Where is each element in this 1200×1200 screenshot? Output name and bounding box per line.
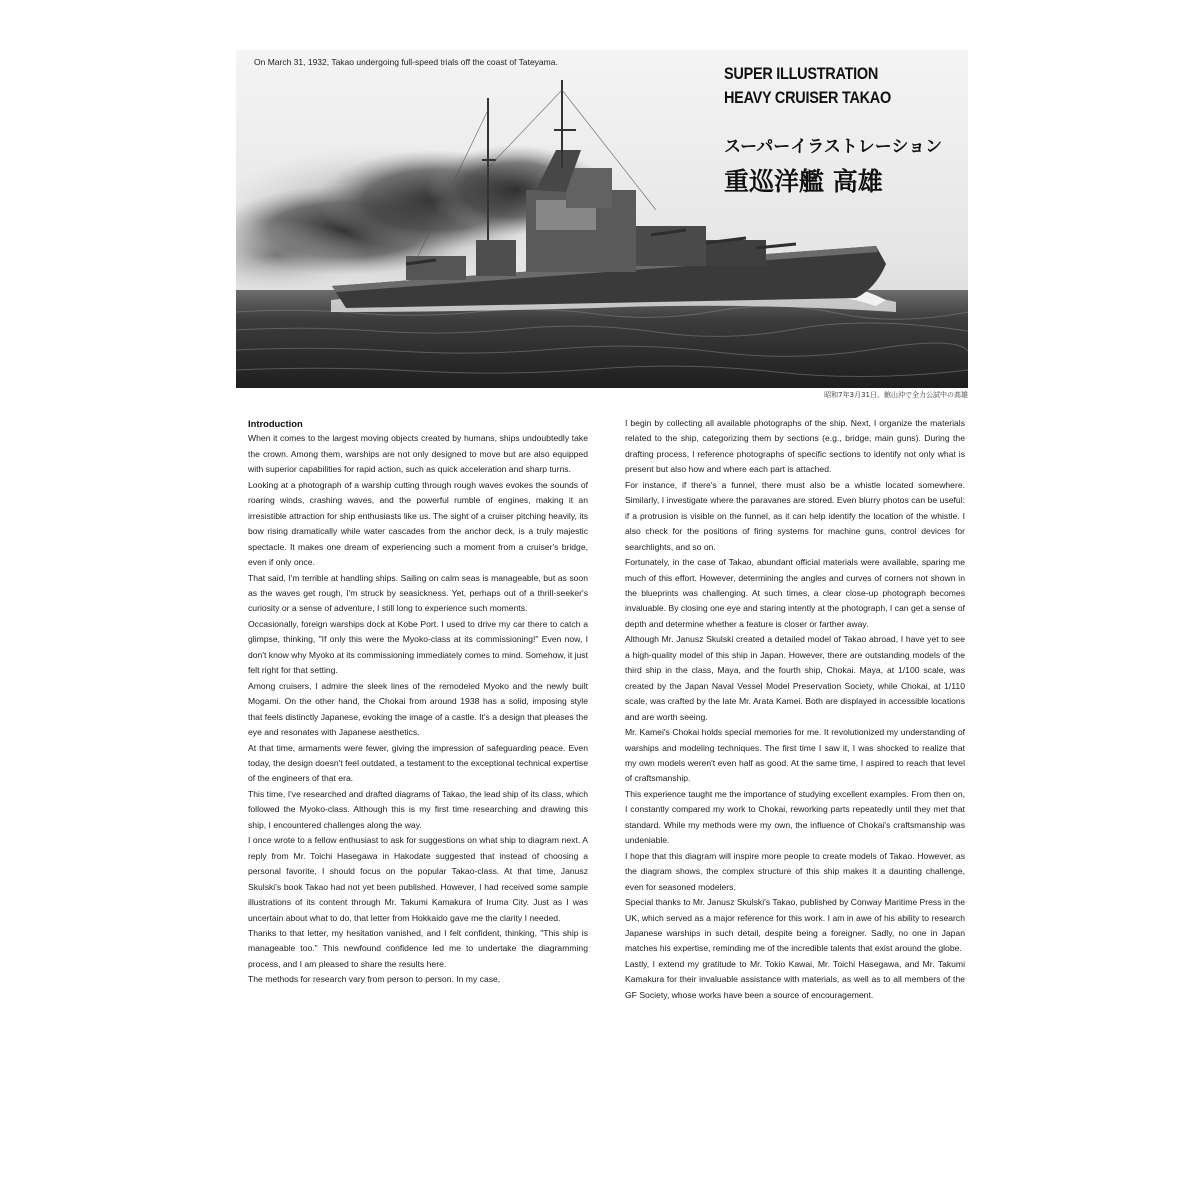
paragraph: Special thanks to Mr. Janusz Skulski's Takao, published by Conway Maritime Press in the UK, which served as a major reference for this work. I am in awe of his ability to research Japanese warships in such detail, despite being a foreigner. Sadly, no one in Japan matches his expertise, reminding me of the incredible talents that exist around the globe.: [625, 897, 965, 954]
title-jp-katakana: スーパーイラストレーション: [724, 137, 943, 157]
title-block: [724, 62, 943, 196]
title-jp-kanji: 重巡洋艦 高雄: [724, 167, 883, 196]
paragraph: Mr. Kamei's Chokai holds special memories for me. It revolutionized my understanding of warships and modeling techniques. The first time I saw it, I was shocked to realize that my own models weren't even half as good. At the same time, I aspired to reach that level of craftsmanship.: [625, 727, 965, 784]
paragraph: Lastly, I extend my gratitude to Mr. Tokio Kawai, Mr. Toichi Hasegawa, and Mr. Takumi Kamakura for their invaluable assistance with materials, as well as to all members of the GF Society, whose works have been a source of encouragement.: [625, 958, 965, 1000]
paragraph: That said, I'm terrible at handling ships. Sailing on calm seas is manageable, but as soon as the waves get rough, I'm struck by seasickness. Yet, perhaps out of a thrill-seeker's curiosity or a sense of adventure, I still long to experience such moments.: [248, 572, 588, 614]
paragraph: At that time, armaments were fewer, giving the impression of safeguarding peace. Even today, the design doesn't feel outdated, a testament to the exceptional technical expertise of the engineers of that era.: [248, 742, 588, 784]
paragraph: I begin by collecting all available photographs of the ship. Next, I organize the materials related to the ship, categorizing them by sections (e.g., bridge, main guns). During the drafting process, I reference photographs of specific sections to identify not only what is present but also how and where each part is attached.: [625, 418, 965, 475]
photo-caption: On March 31, 1932, Takao undergoing full-speed trials off the coast of Tateyama.: [254, 57, 558, 67]
title-line-1: SUPER ILLUSTRATION: [724, 64, 879, 83]
paragraph: Among cruisers, I admire the sleek lines of the remodeled Myoko and the newly built Mogami. On the other hand, the Chokai from around 1938 has a solid, imposing style that feels distinctly Japanese, evoking the image of a castle. It's a design that pleases the eye and resonates with Japanese aesthetics.: [248, 680, 588, 738]
paragraph: When it comes to the largest moving objects created by humans, ships undoubtedly take the crown. Among them, warships are not only designed to move but are also equipped with superior capabilities for rapid action, such as quick acceleration and sharp turns.: [248, 433, 588, 475]
photo-caption-japanese: 昭和7年3月31日、館山沖で全力公試中の高雄: [824, 391, 968, 399]
paragraph: Fortunately, in the case of Takao, abundant official materials were available, sparing me much of this effort. However, determining the angles and curves of corners not shown in the blueprints was challenging. At such times, a clear close-up photograph becomes invaluable. By closing one eye and staring intently at the photograph, I can get a sense of depth and determine whether a feature is closer or farther away.: [625, 557, 965, 629]
paragraph: Thanks to that letter, my hesitation vanished, and I felt confident, thinking, "This ship is manageable too." This newfound confidence led me to undertake the diagramming process, and I am pleased to share the results here.: [248, 927, 588, 969]
paragraph: Although Mr. Janusz Skulski created a detailed model of Takao abroad, I have yet to see a high-quality model of this ship in Japan. However, there are outstanding models of the third ship in the class, Maya, and the fourth ship, Chokai. Maya, at 1/100 scale, was created by the Japan Naval Vessel Model Preservation Society, while Chokai, at 1/110 scale, was crafted by the late Mr. Arata Kamei. Both are displayed in accessible locations and are worth seeing.: [625, 634, 965, 722]
section-heading: Introduction: [248, 418, 303, 429]
paragraph: I once wrote to a fellow enthusiast to ask for suggestions on what ship to diagram next. A reply from Mr. Toichi Hasegawa in Hakodate suggested that instead of choosing a personal favorite, I should focus on the popular Takao-class. At that time, Janusz Skulski's book Takao had not yet been published. However, I had received some sample illustrations of its content through Mr. Takumi Kamakura of Iruma City. Just as I was uncertain about what to do, that letter from Hokkaido gave me the clarity I needed.: [248, 835, 588, 923]
article-column-left: [248, 416, 588, 1176]
paragraph: The methods for research vary from person to person. In my case,: [248, 974, 501, 985]
article-column-right: [625, 416, 965, 1176]
paragraph: Occasionally, foreign warships dock at Kobe Port. I used to drive my car there to catch a glimpse, thinking, "If only this were the Myoko-class at its commissioning!" Even now, I don't know why Myoko at its commissioning immediately comes to mind. Somehow, it just felt right for that setting.: [248, 618, 588, 676]
paragraph: This experience taught me the importance of studying excellent examples. From then on, I constantly compared my work to Chokai, reworking parts repeatedly until they met that standard. While my methods were my own, the influence of Chokai's craftsmanship was undeniable.: [625, 788, 965, 846]
paragraph: For instance, if there's a funnel, there must also be a whistle located somewhere. Similarly, I investigate where the paravanes are stored. Even blurry photos can be useful: if a protrusion is visible on the funnel, as it can help identify the location of the whistle. I also check for the positions of firing systems for machine guns, control devices for searchlights, and so on.: [625, 479, 965, 552]
paragraph: I hope that this diagram will inspire more people to create models of Takao. However, as the diagram shows, the complex structure of this ship makes it a daunting challenge, even for seasoned modelers.: [625, 850, 965, 892]
paragraph: Looking at a photograph of a warship cutting through rough waves evokes the sounds of roaring winds, crashing waves, and the powerful rumble of engines, making it an irresistible attraction for ship enthusiasts like us. The sight of a cruiser pitching heavily, its bow rising dramatically while water cascades from the anchor deck, is a truly majestic spectacle. It makes one dream of experiencing such a moment from a cruiser's bridge, even if only once.: [248, 479, 588, 568]
title-line-2: HEAVY CRUISER TAKAO: [724, 88, 891, 107]
paragraph: This time, I've researched and drafted diagrams of Takao, the lead ship of its class, which followed the Myoko-class. Although this is my first time researching and drawing this ship, I encountered challenges along the way.: [248, 788, 588, 830]
